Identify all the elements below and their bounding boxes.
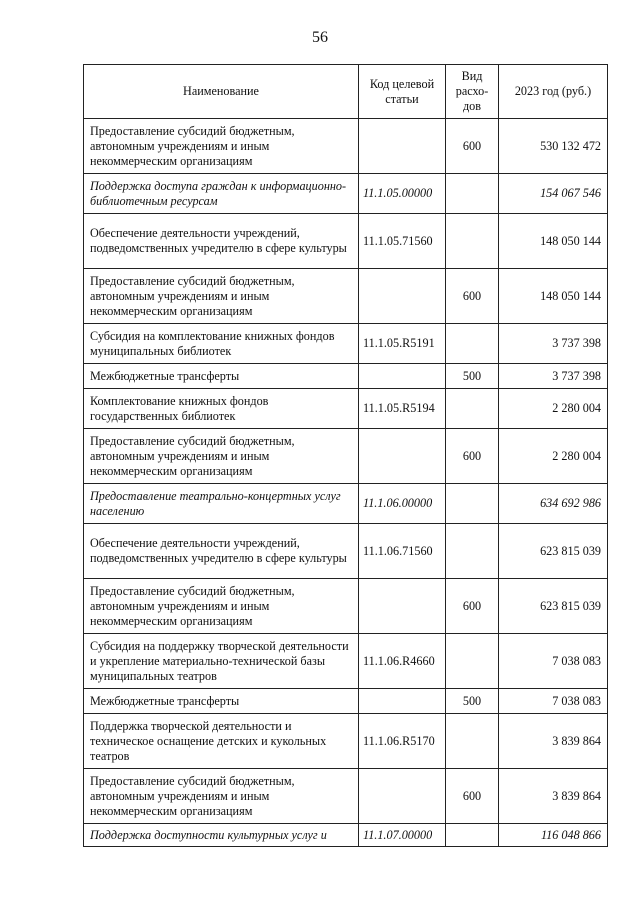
- row-amount-cell: 7 038 083: [499, 689, 608, 714]
- row-amount-cell: 623 815 039: [499, 579, 608, 634]
- row-amount-cell: 2 280 004: [499, 389, 608, 429]
- table-row: [84, 769, 608, 824]
- row-code-cell: 11.1.06.R4660: [359, 634, 446, 689]
- row-type-cell: [446, 174, 499, 214]
- table-row: [84, 429, 608, 484]
- table-row: [84, 714, 608, 769]
- row-type-cell: 600: [446, 269, 499, 324]
- table-header-row: [84, 65, 608, 119]
- table-row: [84, 484, 608, 524]
- table-row: [84, 119, 608, 174]
- row-type-cell: [446, 634, 499, 689]
- row-name-cell: Межбюджетные трансферты: [84, 689, 359, 714]
- table-row: [84, 214, 608, 269]
- table-row: [84, 689, 608, 714]
- row-code-cell: [359, 269, 446, 324]
- row-name-cell: Поддержка доступа граждан к информационно-библиотечным ресурсам: [84, 174, 359, 214]
- row-type-cell: [446, 389, 499, 429]
- row-amount-cell: 3 839 864: [499, 769, 608, 824]
- row-type-cell: 600: [446, 429, 499, 484]
- row-name-cell: Предоставление субсидий бюджетным, автономным учреждениям и иным некоммерческим организациям: [84, 579, 359, 634]
- header-name: Наименование: [84, 65, 359, 119]
- header-amount: 2023 год (руб.): [499, 65, 608, 119]
- row-code-cell: [359, 364, 446, 389]
- row-code-cell: 11.1.05.R5194: [359, 389, 446, 429]
- row-code-cell: 11.1.07.00000: [359, 824, 446, 847]
- row-type-cell: [446, 214, 499, 269]
- row-type-cell: 600: [446, 579, 499, 634]
- row-code-cell: 11.1.05.R5191: [359, 324, 446, 364]
- table-body: [84, 119, 608, 847]
- header-code: Код целевой статьи: [359, 65, 446, 119]
- table-row: [84, 634, 608, 689]
- row-name-cell: Предоставление субсидий бюджетным, автономным учреждениям и иным некоммерческим организациям: [84, 769, 359, 824]
- row-type-cell: 600: [446, 119, 499, 174]
- row-code-cell: [359, 579, 446, 634]
- row-amount-cell: 623 815 039: [499, 524, 608, 579]
- row-code-cell: [359, 429, 446, 484]
- row-amount-cell: 154 067 546: [499, 174, 608, 214]
- table-row: [84, 579, 608, 634]
- row-amount-cell: 2 280 004: [499, 429, 608, 484]
- row-type-cell: 500: [446, 689, 499, 714]
- row-amount-cell: 3 737 398: [499, 324, 608, 364]
- row-name-cell: Предоставление театрально-концертных услуг населению: [84, 484, 359, 524]
- page-number: 56: [312, 29, 328, 46]
- table-row: [84, 524, 608, 579]
- row-name-cell: Субсидия на поддержку творческой деятельности и укрепление материально-технической базы муниципальных театров: [84, 634, 359, 689]
- table-row: [84, 324, 608, 364]
- row-code-cell: 11.1.06.71560: [359, 524, 446, 579]
- row-name-cell: Межбюджетные трансферты: [84, 364, 359, 389]
- row-amount-cell: 148 050 144: [499, 214, 608, 269]
- row-code-cell: [359, 119, 446, 174]
- row-code-cell: 11.1.06.00000: [359, 484, 446, 524]
- row-code-cell: 11.1.05.00000: [359, 174, 446, 214]
- row-name-cell: Предоставление субсидий бюджетным, автономным учреждениям и иным некоммерческим организациям: [84, 429, 359, 484]
- row-amount-cell: 530 132 472: [499, 119, 608, 174]
- budget-table: [83, 64, 608, 847]
- row-name-cell: Обеспечение деятельности учреждений, подведомственных учредителю в сфере культуры: [84, 524, 359, 579]
- row-amount-cell: 148 050 144: [499, 269, 608, 324]
- row-type-cell: [446, 324, 499, 364]
- row-amount-cell: 116 048 866: [499, 824, 608, 847]
- row-type-cell: [446, 824, 499, 847]
- row-type-cell: 500: [446, 364, 499, 389]
- table-row: [84, 269, 608, 324]
- row-type-cell: [446, 484, 499, 524]
- row-amount-cell: 634 692 986: [499, 484, 608, 524]
- row-type-cell: [446, 714, 499, 769]
- row-code-cell: 11.1.05.71560: [359, 214, 446, 269]
- row-name-cell: Предоставление субсидий бюджетным, автономным учреждениям и иным некоммерческим организациям: [84, 269, 359, 324]
- table-row: [84, 364, 608, 389]
- row-name-cell: Предоставление субсидий бюджетным, автономным учреждениям и иным некоммерческим организациям: [84, 119, 359, 174]
- table-row: [84, 174, 608, 214]
- row-type-cell: 600: [446, 769, 499, 824]
- row-name-cell: Поддержка доступности культурных услуг и: [84, 824, 359, 847]
- row-type-cell: [446, 524, 499, 579]
- row-name-cell: Субсидия на комплектование книжных фондов муниципальных библиотек: [84, 324, 359, 364]
- row-name-cell: Обеспечение деятельности учреждений, подведомственных учредителю в сфере культуры: [84, 214, 359, 269]
- table-row: [84, 824, 608, 847]
- row-code-cell: 11.1.06.R5170: [359, 714, 446, 769]
- row-name-cell: Поддержка творческой деятельности и техническое оснащение детских и кукольных театров: [84, 714, 359, 769]
- row-amount-cell: 3 839 864: [499, 714, 608, 769]
- row-amount-cell: 7 038 083: [499, 634, 608, 689]
- header-type: Вид расхо-дов: [446, 65, 499, 119]
- row-code-cell: [359, 689, 446, 714]
- row-name-cell: Комплектование книжных фондов государственных библиотек: [84, 389, 359, 429]
- row-code-cell: [359, 769, 446, 824]
- table-row: [84, 389, 608, 429]
- row-amount-cell: 3 737 398: [499, 364, 608, 389]
